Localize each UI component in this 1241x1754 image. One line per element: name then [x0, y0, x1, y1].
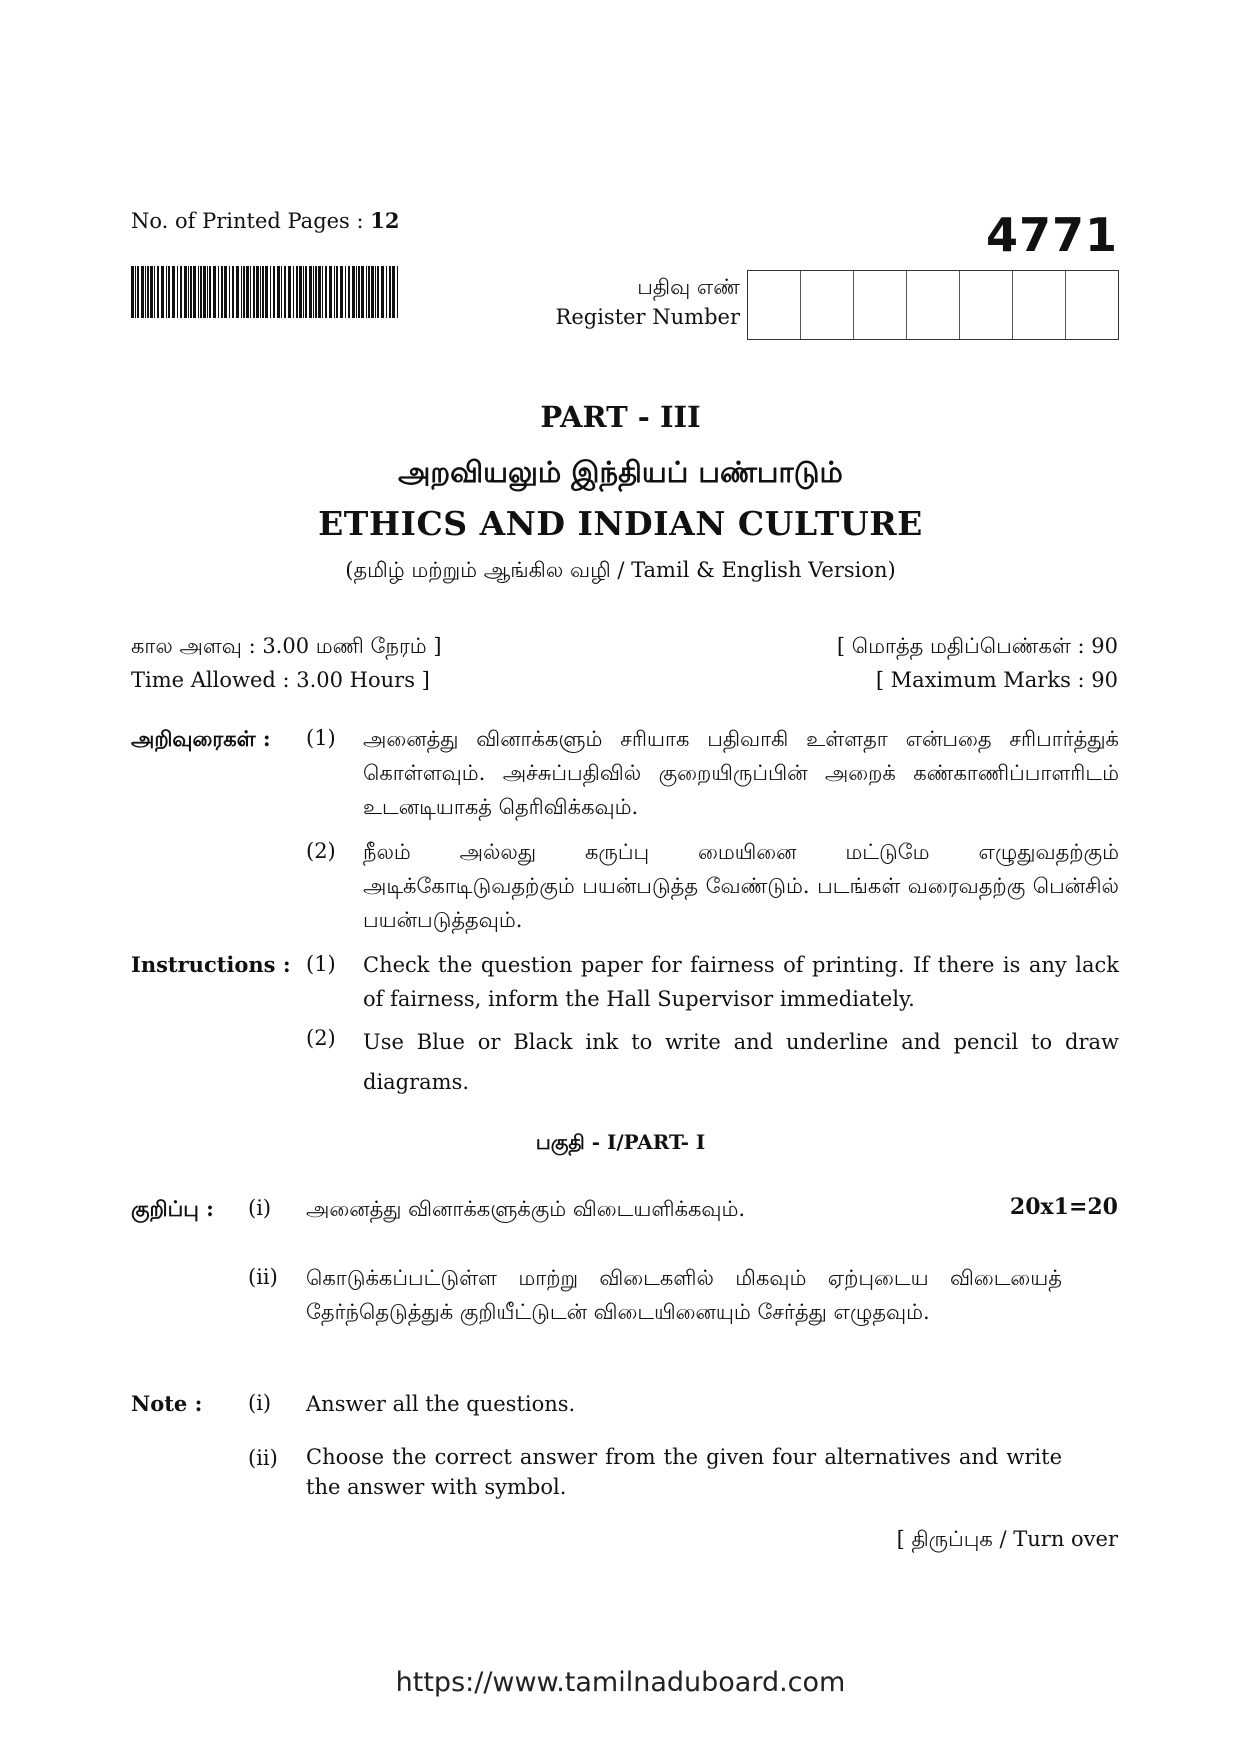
- instructions-english-label: Instructions :: [131, 952, 291, 977]
- part-title: PART - III: [540, 400, 701, 434]
- marks-scheme: 20x1=20: [1009, 1194, 1118, 1220]
- register-digit-box[interactable]: [907, 271, 960, 339]
- time-allowed-tamil: கால அளவு : 3.00 மணி நேரம் ]: [131, 634, 442, 658]
- register-digit-box[interactable]: [1066, 271, 1118, 339]
- instruction-number: (2): [306, 1026, 336, 1050]
- note-text: Answer all the questions.: [306, 1392, 576, 1416]
- note-number: (ii): [248, 1446, 278, 1470]
- note-number: (i): [248, 1391, 272, 1415]
- turn-over-label: [ திருப்புக / Turn over: [896, 1527, 1118, 1551]
- register-digit-box[interactable]: [1013, 271, 1066, 339]
- register-digit-box[interactable]: [854, 271, 907, 339]
- printed-pages-line: [131, 208, 400, 233]
- instruction-text: Use Blue or Black ink to write and underline and pencil to draw diagrams.: [363, 1030, 1119, 1094]
- note-text: கொடுக்கப்பட்டுள்ள மாற்று விடைகளில் மிகவும் ஏற்புடைய விடையைத் தேர்ந்தெடுத்துக் குறியீட்டுடன் விடையினையும் சேர்த்து எழுதவும்.: [306, 1266, 1062, 1324]
- max-marks-tamil: [ மொத்த மதிப்பெண்கள் : 90: [836, 634, 1118, 658]
- time-allowed-english: Time Allowed : 3.00 Hours ]: [131, 668, 430, 692]
- note-text: Choose the correct answer from the given four alternatives and write the answer with symbol.: [306, 1445, 1062, 1499]
- printed-pages-label: No. of Printed Pages :: [131, 209, 364, 233]
- note-english-label: Note :: [131, 1391, 203, 1416]
- instruction-text: அனைத்து வினாக்களும் சரியாக பதிவாகி உள்ளதா என்பதை சரிபார்த்துக் கொள்ளவும். அச்சுப்பதிவில் குறையிருப்பின் அறைக் கண்காணிப்பாளரிடம் உடனடியாகத் தெரிவிக்கவும்.: [363, 727, 1119, 819]
- register-number-boxes[interactable]: [747, 270, 1119, 340]
- footer-url[interactable]: https://www.tamilnaduboard.com: [395, 1667, 846, 1698]
- register-digit-box[interactable]: [960, 271, 1013, 339]
- note-text: அனைத்து வினாக்களுக்கும் விடையளிக்கவும்.: [306, 1197, 746, 1221]
- note-number: (ii): [248, 1265, 278, 1289]
- register-digit-box[interactable]: [748, 271, 801, 339]
- barcode-image: [131, 266, 401, 318]
- instruction-text: நீலம் அல்லது கருப்பு மையினை மட்டுமே எழுதுவதற்கும் அடிக்கோடிடுவதற்கும் பயன்படுத்த வேண்டும். படங்கள் வரைவதற்கு பென்சில் பயன்படுத்தவும்.: [363, 840, 1119, 932]
- max-marks-english: [ Maximum Marks : 90: [875, 668, 1118, 692]
- instruction-text: Check the question paper for fairness of printing. If there is any lack of fairness, inform the Hall Supervisor immediately.: [363, 953, 1119, 1011]
- register-number-label: [520, 272, 740, 332]
- instruction-number: (1): [306, 726, 336, 750]
- register-label-en: Register Number: [555, 305, 740, 329]
- paper-code: 4771: [985, 208, 1118, 262]
- note-number: (i): [248, 1196, 272, 1220]
- subject-title-tamil: அறவியலும் இந்தியப் பண்பாடும்: [398, 455, 843, 489]
- instruction-number: (1): [306, 952, 336, 976]
- register-digit-box[interactable]: [801, 271, 854, 339]
- version-line: (தமிழ் மற்றும் ஆங்கில வழி / Tamil & English Version): [345, 558, 896, 582]
- instructions-tamil-label: அறிவுரைகள் :: [131, 726, 271, 751]
- note-tamil-label: குறிப்பு :: [131, 1196, 214, 1221]
- instruction-number: (2): [306, 839, 336, 863]
- section-heading: பகுதி - I/PART- I: [535, 1130, 706, 1154]
- subject-title-english: ETHICS AND INDIAN CULTURE: [318, 504, 923, 543]
- printed-pages-value: 12: [370, 208, 400, 233]
- register-label-ta: பதிவு எண்: [637, 275, 740, 299]
